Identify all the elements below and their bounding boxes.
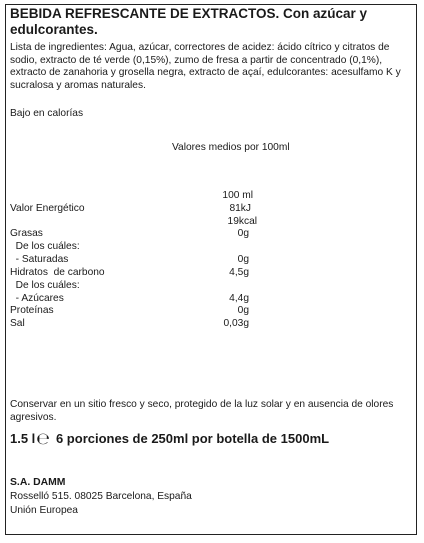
estimated-sign-icon: ℮ <box>36 428 50 448</box>
nutrition-row-label: Hidratos de carbono <box>10 266 105 278</box>
nutrition-row-value: 4,4g <box>229 292 249 304</box>
nutrition-row-value: 0g <box>237 228 249 239</box>
nutrition-row-label: Proteínas <box>10 305 54 317</box>
company-region: Unión Europea <box>10 505 78 516</box>
nutrition-row-value: 0g <box>237 305 249 317</box>
volume-line <box>10 428 330 448</box>
nutrition-row-label: - Saturadas <box>10 253 69 265</box>
nutrition-row-value: 0g <box>237 253 249 265</box>
energy-kcal: 19kcal <box>227 216 257 227</box>
company-name: S.A. DAMM <box>10 477 66 488</box>
ingredients-list: Lista de ingredientes: Agua, azúcar, correctores de acidez: ácido cítrico y citratos de sodio, extracto de té verde (0,15%), zumo de fresa a partir de concentrado (0,1%), extracto de zanahoria y grosella negra, extracto de açaí, edulcorantes: acesulfamo K y sucralosa y aromas naturales. <box>10 42 401 91</box>
energy-kj: 81kJ <box>229 203 251 214</box>
nutrition-row-label: De los cuáles: <box>10 240 80 252</box>
nutrition-heading: Valores medios por 100ml <box>172 142 290 153</box>
product-title: BEBIDA REFRESCANTE DE EXTRACTOS. Con azúcar y edulcorantes. <box>10 6 368 37</box>
nutrition-row-label: - Azúcares <box>10 292 64 304</box>
low-calorie-claim: Bajo en calorías <box>10 108 84 119</box>
nutrition-row-value: 0,03g <box>223 318 249 330</box>
nutrition-row-label: De los cuáles: <box>10 279 80 291</box>
volume-amount: 1.5 l <box>10 431 36 446</box>
nutrition-row-label: Grasas <box>10 228 43 239</box>
nutrition-row-value: 4,5g <box>229 266 249 278</box>
company-address: Rosselló 515. 08025 Barcelona, España <box>10 491 192 502</box>
portions-text: 6 porciones de 250ml por botella de 1500mL <box>55 431 330 446</box>
nutrition-row-label: Sal <box>10 318 25 330</box>
nutrition-column-header: 100 ml <box>222 190 253 201</box>
storage-instructions: Conservar en un sitio fresco y seco, protegido de la luz solar y en ausencia de olores agresivos. <box>10 399 394 423</box>
energy-label: Valor Energético <box>10 203 85 214</box>
